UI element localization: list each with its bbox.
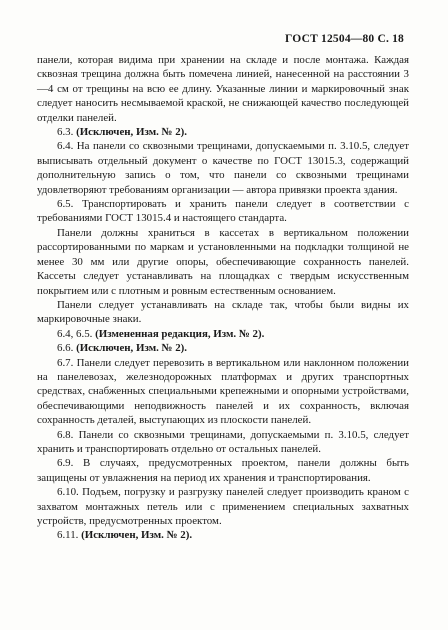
paragraph-text: На панели со сквозными трещинами, допускаемыми п. 3.10.5, следует выписывать отдельный документ о качестве по ГОСТ 13015.3, содержащий дополнительную запись о том, что панели со сквозными трещинами удовлетворяют требованиям организации — автора привязки проекта здания. <box>37 140 409 196</box>
paragraph-number: 6.9. <box>57 457 74 470</box>
paragraph-text: Панели следует устанавливать на складе так, чтобы были видны их маркировочные знаки. <box>37 298 409 326</box>
paragraph-6-8 <box>37 428 409 457</box>
document-body <box>37 53 409 543</box>
paragraph-continuation <box>37 53 409 125</box>
paragraph-number: 6.3. <box>57 126 74 139</box>
paragraph-6-5-warehouse <box>37 298 409 327</box>
paragraph-number: 6.7. <box>57 356 74 369</box>
paragraph-number: 6.10. <box>57 486 79 499</box>
paragraph-6-9 <box>37 456 409 485</box>
paragraph-bold-note: (Исключен, Изм. № 2). <box>76 342 188 355</box>
page-header: ГОСТ 12504—80 С. 18 <box>285 33 404 45</box>
paragraph-bold-note: (Измененная редакция, Изм. № 2). <box>95 327 265 340</box>
paragraph-6-5-storage <box>37 226 409 298</box>
paragraph-6-11 <box>37 528 409 542</box>
paragraph-6-4-6-5-amendment <box>37 327 409 341</box>
paragraph-text: Панели должны храниться в кассетах в вертикальном положении рассортированными по маркам и установленными на подкладки толщиной не менее 30 мм или другие опоры, обеспечивающие сохранность панелей. Кассеты следует устанавливать на площадках с твердым искусственным покрытием или с плотным и ровным естественным основанием. <box>37 226 409 297</box>
paragraph-6-4 <box>37 139 409 197</box>
paragraph-text: панели, которая видима при хранении на складе и после монтажа. Каждая сквозная трещина должна быть помечена линией, нанесенной на расстоянии 3—4 см от трещины на всю ее длину. Указанные линии и маркировочный знак следует наносить несмываемой краской, не снижающей качество последующей отделки панелей. <box>37 54 409 124</box>
paragraph-number: 6.4. <box>57 140 74 153</box>
paragraph-number: 6.5. <box>57 198 74 211</box>
paragraph-6-5 <box>37 197 409 226</box>
paragraph-bold-note: (Исключен, Изм. № 2). <box>81 529 193 542</box>
paragraph-6-10 <box>37 485 409 528</box>
paragraph-number: 6.6. <box>57 342 74 355</box>
paragraph-text: Подъем, погрузку и разгрузку панелей следует производить краном с захватом монтажных петель или с применением специальных захватных устройств, предусмотренных проектом. <box>37 486 409 527</box>
paragraph-text: Транспортировать и хранить панели следует в соответствии с требованиями ГОСТ 13015.4 и настоящего стандарта. <box>37 198 409 225</box>
paragraph-number: 6.4, 6.5. <box>57 327 93 340</box>
paragraph-bold-note: (Исключен, Изм. № 2). <box>76 126 188 139</box>
paragraph-text: Панели следует перевозить в вертикальном или наклонном положении на панелевозах, железнодорожных платформах и других транспортных средствах, снабженных специальными крепежными и опорными устройствами, обеспечивающими неподвижность панелей и их сохранность, включая сохранность деталей, выступающих из плоскости панелей. <box>37 356 409 427</box>
paragraph-text: В случаях, предусмотренных проектом, панели должны быть защищены от увлажнения на период их хранения и транспортирования. <box>37 457 409 484</box>
paragraph-number: 6.8. <box>57 428 74 441</box>
paragraph-6-3 <box>37 125 409 139</box>
paragraph-text: Панели со сквозными трещинами, допускаемыми п. 3.10.5, следует хранить и транспортировать отдельно от остальных панелей. <box>37 428 409 455</box>
paragraph-6-7 <box>37 356 409 428</box>
paragraph-6-6 <box>37 341 409 355</box>
paragraph-number: 6.11. <box>57 529 79 542</box>
